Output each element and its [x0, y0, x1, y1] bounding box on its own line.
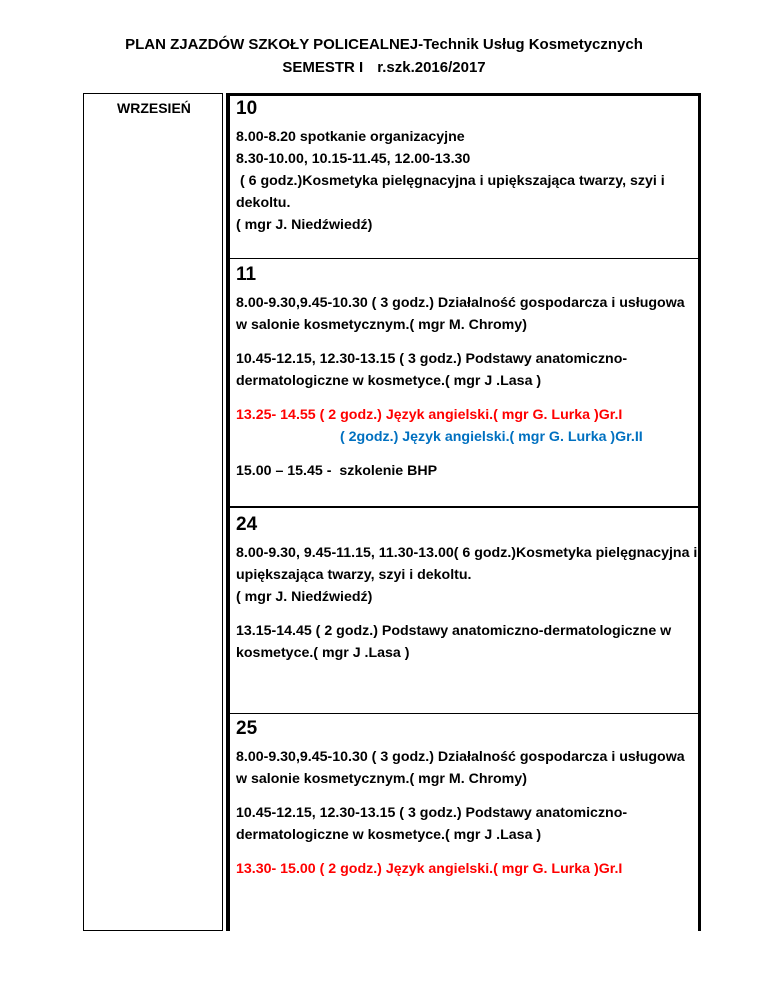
month-label: WRZESIEŃ [117, 100, 191, 116]
schedule-line: 8.00-8.20 spotkanie organizacyjne [236, 129, 465, 145]
day-block-25 [230, 716, 698, 880]
schedule-line: 10.45-12.15, 12.30-13.15 ( 3 godz.) Podstawy anatomiczno-dermatologiczne w kosmetyce.( mgr J .Lasa ) [236, 351, 628, 389]
schedule-line: 8.00-9.30,9.45-10.30 ( 3 godz.) Działalność gospodarcza i usługowa w salonie kosmetycznym.( mgr M. Chromy) [236, 295, 685, 333]
days-column [230, 93, 701, 931]
day-block-24 [230, 512, 698, 664]
day-block-10 [230, 96, 698, 236]
row-separator [230, 258, 698, 259]
english-group-2-line: ( 2godz.) Język angielski.( mgr G. Lurka )Gr.II [340, 429, 643, 445]
schedule-line: 8.00-9.30, 9.45-11.15, 11.30-13.00( 6 godz.)Kosmetyka pielęgnacyjna i upiększająca twarzy, szyi i dekoltu. [236, 545, 698, 583]
teacher-line: ( mgr J. Niedźwiedź) [236, 589, 373, 605]
month-column [83, 93, 223, 931]
english-group-1-line: 13.25- 14.55 ( 2 godz.) Język angielski.( mgr G. Lurka )Gr.I [236, 407, 623, 423]
schedule-line: 8.30-10.00, 10.15-11.45, 12.00-13.30 [236, 151, 471, 167]
bhp-training-line: 15.00 – 15.45 - szkolenie BHP [236, 463, 438, 479]
schedule-line: 13.15-14.45 ( 2 godz.) Podstawy anatomiczno-dermatologiczne w kosmetyce.( mgr J .Lasa ) [236, 623, 672, 661]
day-block-11 [230, 262, 698, 482]
day-number: 24 [236, 514, 258, 535]
row-separator [230, 506, 698, 508]
schedule-table [83, 93, 701, 931]
schedule-line: ( 6 godz.)Kosmetyka pielęgnacyjna i upiększająca twarzy, szyi i dekoltu. [236, 173, 669, 211]
day-number: 11 [236, 264, 257, 285]
semester-line [0, 59, 768, 76]
day-number: 25 [236, 718, 258, 739]
semester-label: SEMESTR I [282, 59, 364, 76]
teacher-line: ( mgr J. Niedźwiedź) [236, 217, 373, 233]
school-year: r.szk.2016/2017 [377, 59, 486, 76]
row-separator [230, 713, 698, 714]
document-title: PLAN ZJAZDÓW SZKOŁY POLICEALNEJ-Technik Usług Kosmetycznych [125, 36, 643, 53]
english-group-1-line: 13.30- 15.00 ( 2 godz.) Język angielski.( mgr G. Lurka )Gr.I [236, 861, 623, 877]
day-number: 10 [236, 98, 258, 119]
schedule-line: 8.00-9.30,9.45-10.30 ( 3 godz.) Działalność gospodarcza i usługowa w salonie kosmetycznym.( mgr M. Chromy) [236, 749, 685, 787]
schedule-line: 10.45-12.15, 12.30-13.15 ( 3 godz.) Podstawy anatomiczno-dermatologiczne w kosmetyce.( mgr J .Lasa ) [236, 805, 628, 843]
